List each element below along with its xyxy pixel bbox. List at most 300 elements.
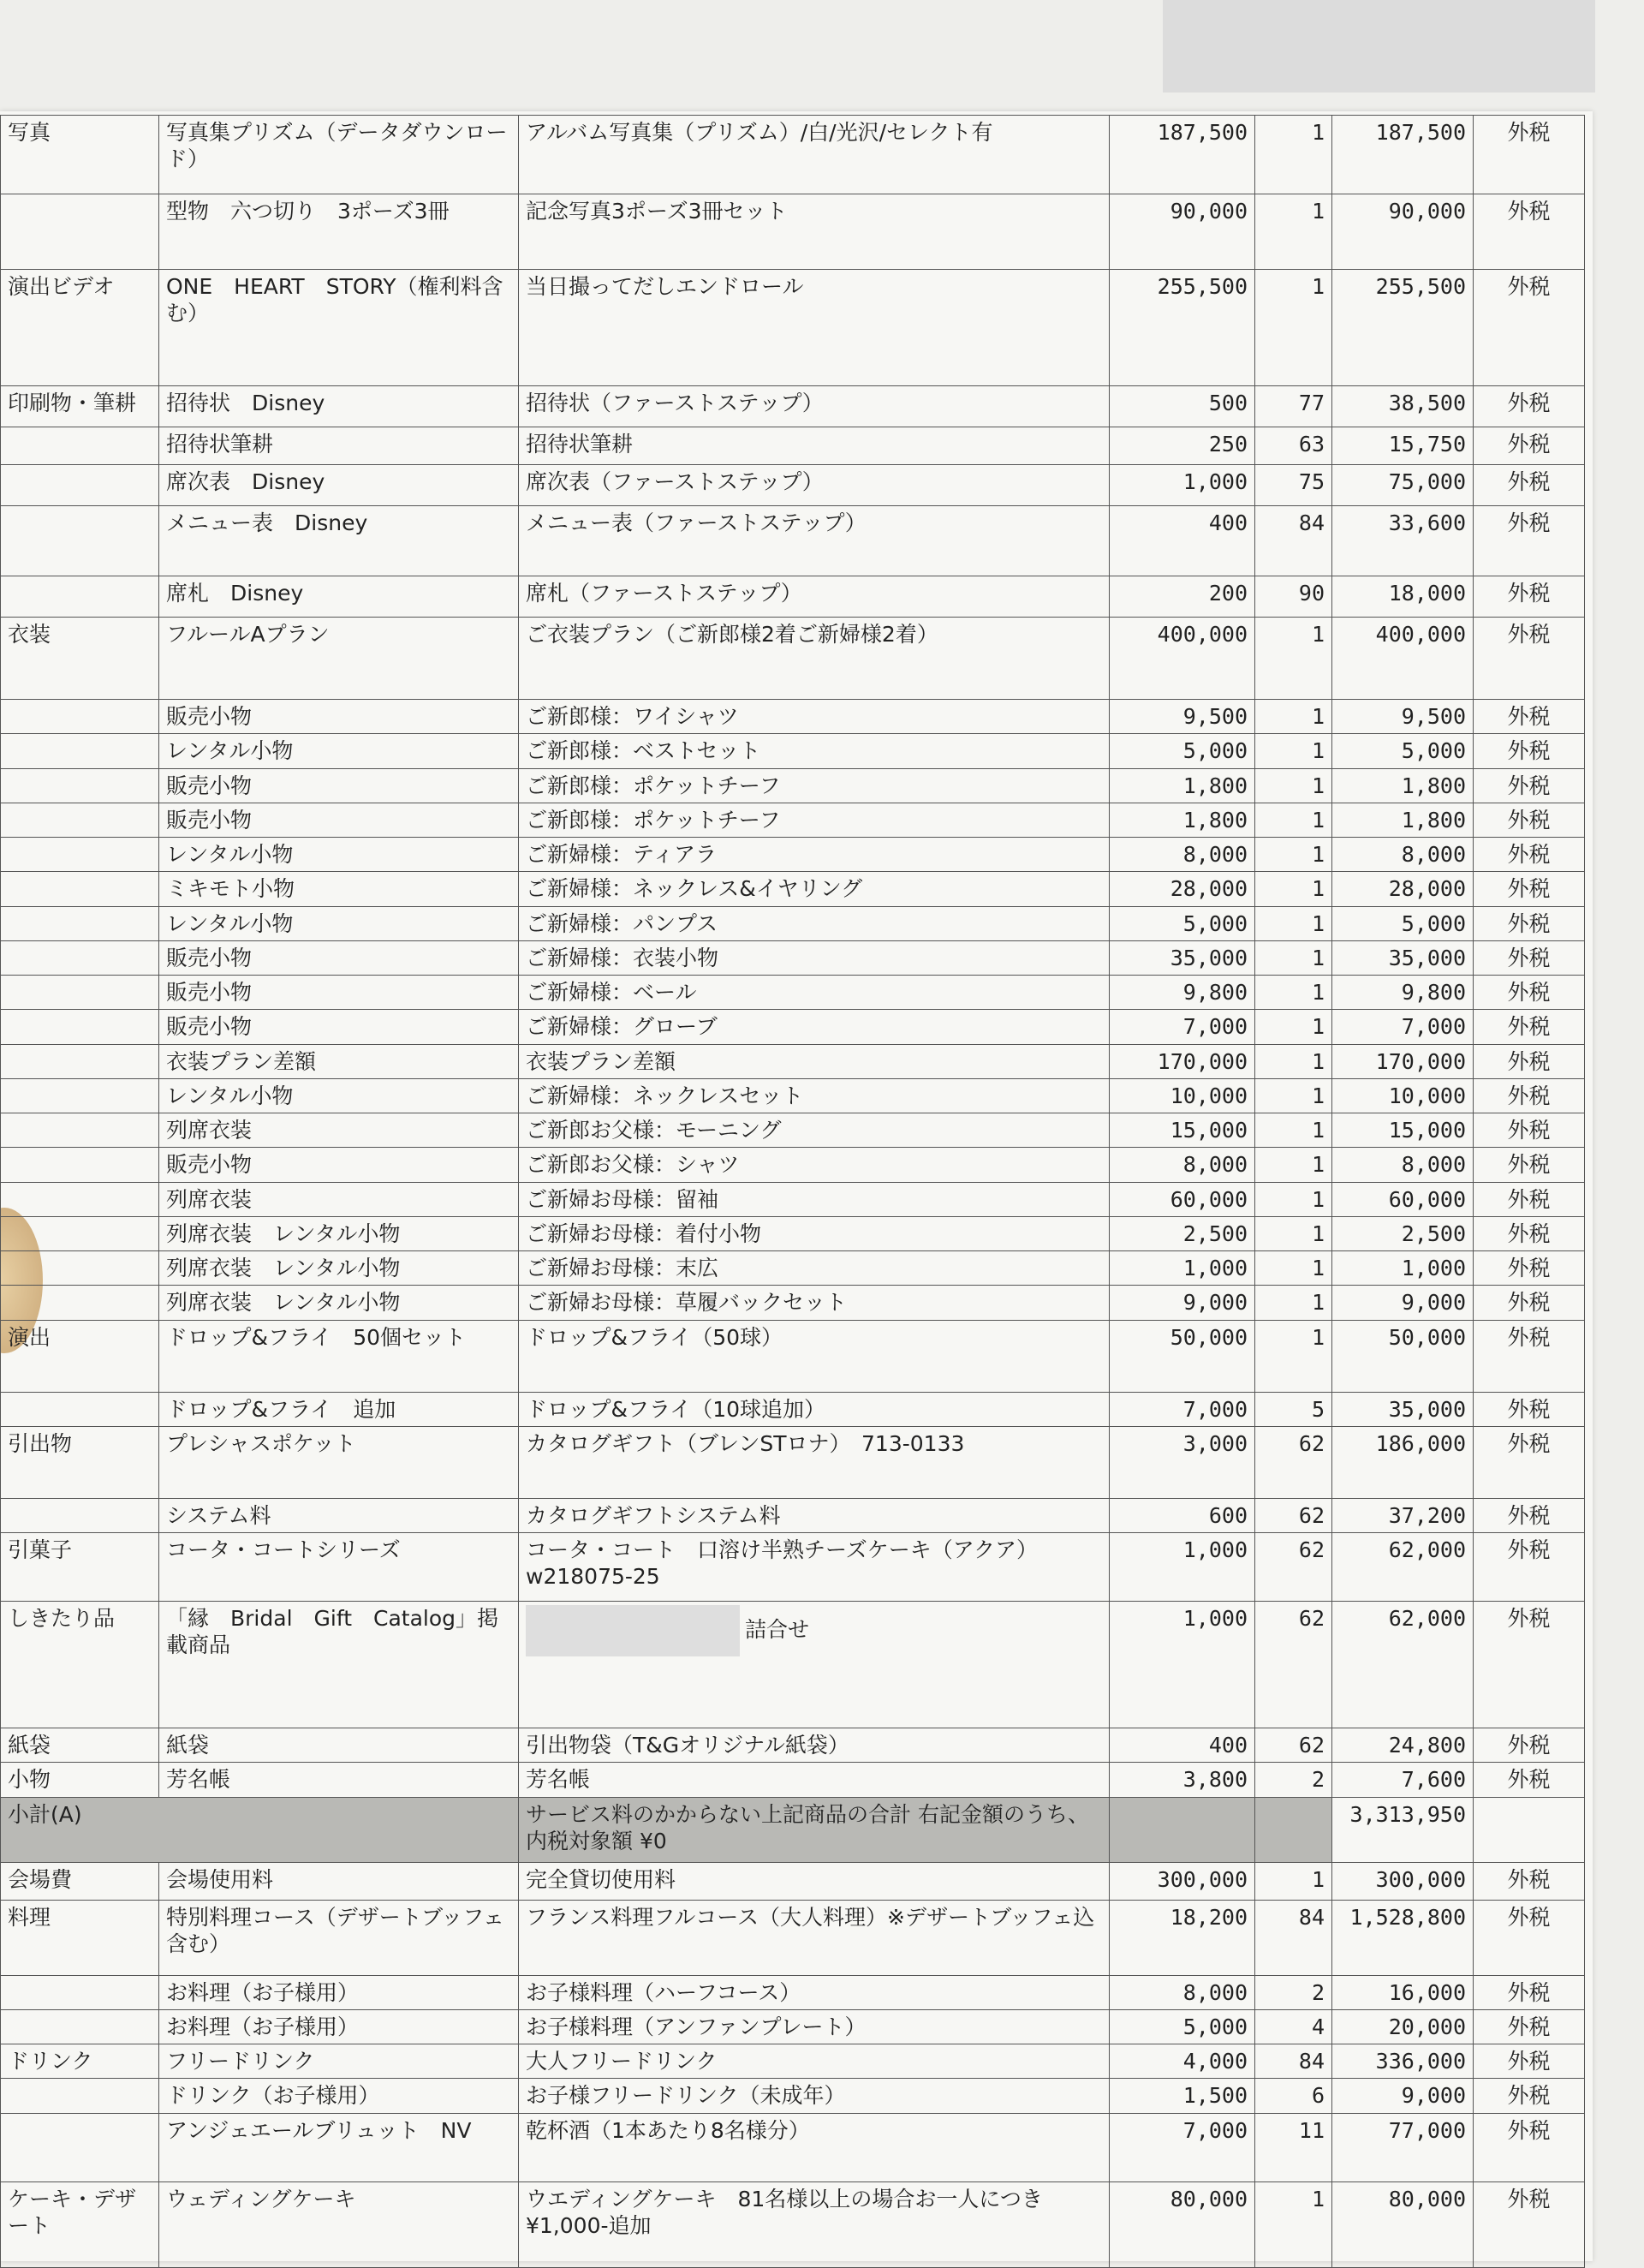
table-row	[1, 270, 1585, 386]
description-text: お子様料理（ハーフコース）	[526, 1979, 801, 2005]
amount-cell: 9,500	[1332, 700, 1474, 734]
description-cell	[519, 1533, 1110, 1602]
table-row	[1, 1533, 1585, 1602]
amount-cell: 33,600	[1332, 506, 1474, 576]
tax-cell: 外税	[1474, 2044, 1585, 2079]
quantity-cell: 77	[1255, 386, 1332, 427]
item-cell: ドロップ&フライ 追加	[159, 1392, 519, 1426]
item-cell: 販売小物	[159, 768, 519, 803]
tax-cell: 外税	[1474, 2009, 1585, 2044]
quantity-cell: 62	[1255, 1728, 1332, 1763]
table-row	[1, 2181, 1585, 2267]
amount-cell: 3,313,950	[1332, 1797, 1474, 1862]
category-cell: ドリンク	[1, 2044, 159, 2079]
table-row	[1, 576, 1585, 618]
tax-cell: 外税	[1474, 1975, 1585, 2009]
price-cell: 1,500	[1110, 2079, 1255, 2113]
amount-cell: 18,000	[1332, 576, 1474, 618]
quantity-cell: 6	[1255, 2079, 1332, 2113]
price-cell: 80,000	[1110, 2181, 1255, 2267]
amount-cell: 35,000	[1332, 1392, 1474, 1426]
description-text: 衣装プラン差額	[526, 1048, 676, 1074]
price-cell: 1,800	[1110, 768, 1255, 803]
description-cell	[519, 1148, 1110, 1182]
amount-cell: 7,600	[1332, 1763, 1474, 1797]
table-row	[1, 2009, 1585, 2044]
description-cell	[519, 940, 1110, 975]
tax-cell: 外税	[1474, 194, 1585, 270]
category-cell	[1, 906, 159, 940]
price-cell: 7,000	[1110, 2113, 1255, 2181]
tax-cell: 外税	[1474, 700, 1585, 734]
table-row	[1, 1975, 1585, 2009]
price-cell: 9,500	[1110, 700, 1255, 734]
price-cell: 8,000	[1110, 1148, 1255, 1182]
tax-cell: 外税	[1474, 506, 1585, 576]
table-row	[1, 1216, 1585, 1250]
amount-cell: 38,500	[1332, 386, 1474, 427]
amount-cell: 62,000	[1332, 1533, 1474, 1602]
amount-cell: 28,000	[1332, 872, 1474, 906]
description-cell	[519, 838, 1110, 872]
table-row	[1, 1182, 1585, 1216]
category-cell: 衣装	[1, 618, 159, 700]
amount-cell: 9,000	[1332, 2079, 1474, 2113]
table-row	[1, 1728, 1585, 1763]
tax-cell: 外税	[1474, 1320, 1585, 1392]
price-cell: 600	[1110, 1498, 1255, 1532]
table-row	[1, 1148, 1585, 1182]
description-text: 記念写真3ポーズ3冊セット	[526, 199, 788, 224]
quantity-cell: 1	[1255, 734, 1332, 768]
quantity-cell: 84	[1255, 2044, 1332, 2079]
price-cell: 50,000	[1110, 1320, 1255, 1392]
category-cell	[1, 1044, 159, 1078]
description-cell	[519, 1216, 1110, 1250]
category-cell	[1, 872, 159, 906]
price-cell: 400	[1110, 506, 1255, 576]
amount-cell: 35,000	[1332, 940, 1474, 975]
category-cell: 小計(A)	[1, 1797, 519, 1862]
description-cell	[519, 1862, 1110, 1900]
category-cell: 印刷物・筆耕	[1, 386, 159, 427]
category-cell	[1, 734, 159, 768]
table-row	[1, 1763, 1585, 1797]
item-cell: プレシャスポケット	[159, 1426, 519, 1498]
item-cell: メニュー表 Disney	[159, 506, 519, 576]
price-cell: 3,000	[1110, 1426, 1255, 1498]
item-cell: 列席衣装 レンタル小物	[159, 1216, 519, 1250]
item-cell: 招待状筆耕	[159, 427, 519, 465]
quantity-cell: 62	[1255, 1426, 1332, 1498]
tax-cell: 外税	[1474, 803, 1585, 837]
item-cell: 販売小物	[159, 940, 519, 975]
category-cell	[1, 1498, 159, 1532]
item-cell: 列席衣装 レンタル小物	[159, 1286, 519, 1320]
tax-cell: 外税	[1474, 1533, 1585, 1602]
amount-cell: 75,000	[1332, 465, 1474, 506]
description-cell	[519, 1044, 1110, 1078]
quantity-cell: 62	[1255, 1602, 1332, 1728]
item-cell: 招待状 Disney	[159, 386, 519, 427]
table-row	[1, 768, 1585, 803]
description-cell	[519, 2044, 1110, 2079]
estimate-table	[0, 115, 1585, 2268]
amount-cell: 90,000	[1332, 194, 1474, 270]
item-cell: 衣装プラン差額	[159, 1044, 519, 1078]
tax-cell: 外税	[1474, 1862, 1585, 1900]
description-text: ウエディングケーキ 81名様以上の場合お一人につき¥1,000-追加	[526, 2186, 1043, 2238]
description-text: ご衣装プラン（ご新郎様2着ご新婦様2着）	[526, 622, 938, 647]
description-text: カタログギフト（ブレンSTロナ） 713-0133	[526, 1430, 965, 1456]
description-cell	[519, 116, 1110, 194]
table-row	[1, 838, 1585, 872]
description-cell	[519, 1498, 1110, 1532]
redacted-box	[526, 1605, 740, 1656]
quantity-cell: 62	[1255, 1533, 1332, 1602]
price-cell: 2,500	[1110, 1216, 1255, 1250]
category-cell	[1, 194, 159, 270]
item-cell: 写真集プリズム（データダウンロード）	[159, 116, 519, 194]
item-cell: 販売小物	[159, 1010, 519, 1044]
description-cell	[519, 803, 1110, 837]
table-row	[1, 2113, 1585, 2181]
price-cell: 1,800	[1110, 803, 1255, 837]
description-cell	[519, 2113, 1110, 2181]
category-cell: 小物	[1, 1763, 159, 1797]
tax-cell	[1474, 1797, 1585, 1862]
category-cell	[1, 976, 159, 1010]
tax-cell: 外税	[1474, 116, 1585, 194]
description-text: カタログギフトシステム料	[526, 1502, 781, 1528]
tax-cell: 外税	[1474, 1113, 1585, 1148]
price-cell: 500	[1110, 386, 1255, 427]
item-cell: 紙袋	[159, 1728, 519, 1763]
quantity-cell: 1	[1255, 1251, 1332, 1286]
subtotal-row	[1, 1797, 1585, 1862]
quantity-cell: 1	[1255, 270, 1332, 386]
description-cell	[519, 506, 1110, 576]
quantity-cell: 1	[1255, 1286, 1332, 1320]
quantity-cell: 2	[1255, 1763, 1332, 1797]
price-cell: 35,000	[1110, 940, 1255, 975]
amount-cell: 8,000	[1332, 838, 1474, 872]
quantity-cell: 1	[1255, 1078, 1332, 1113]
description-cell	[519, 194, 1110, 270]
amount-cell: 1,800	[1332, 768, 1474, 803]
price-cell: 300,000	[1110, 1862, 1255, 1900]
table-row	[1, 1251, 1585, 1286]
category-cell	[1, 838, 159, 872]
tax-cell: 外税	[1474, 1044, 1585, 1078]
quantity-cell: 1	[1255, 116, 1332, 194]
description-text: ご新婦お母様：草履バックセット	[526, 1290, 848, 1316]
quantity-cell: 1	[1255, 1320, 1332, 1392]
amount-cell: 5,000	[1332, 734, 1474, 768]
tax-cell: 外税	[1474, 1182, 1585, 1216]
description-cell	[519, 386, 1110, 427]
item-cell: 販売小物	[159, 700, 519, 734]
description-cell	[519, 734, 1110, 768]
tax-cell: 外税	[1474, 1728, 1585, 1763]
price-cell: 200	[1110, 576, 1255, 618]
price-cell: 60,000	[1110, 1182, 1255, 1216]
description-text: 招待状（ファーストステップ）	[526, 391, 824, 415]
tax-cell: 外税	[1474, 838, 1585, 872]
amount-cell: 77,000	[1332, 2113, 1474, 2181]
quantity-cell: 11	[1255, 2113, 1332, 2181]
table-row	[1, 734, 1585, 768]
description-text: ご新婦お母様：着付小物	[526, 1221, 762, 1246]
amount-cell: 9,000	[1332, 1286, 1474, 1320]
description-cell	[519, 427, 1110, 465]
category-cell: しきたり品	[1, 1602, 159, 1728]
item-cell: システム料	[159, 1498, 519, 1532]
amount-cell: 336,000	[1332, 2044, 1474, 2079]
price-cell: 1,000	[1110, 465, 1255, 506]
quantity-cell: 1	[1255, 1044, 1332, 1078]
table-row	[1, 116, 1585, 194]
tax-cell: 外税	[1474, 1900, 1585, 1975]
item-cell: 席札 Disney	[159, 576, 519, 618]
tax-cell: 外税	[1474, 1148, 1585, 1182]
table-row	[1, 700, 1585, 734]
price-cell: 8,000	[1110, 1975, 1255, 2009]
category-cell	[1, 700, 159, 734]
item-cell: 列席衣装 レンタル小物	[159, 1251, 519, 1286]
table-row	[1, 386, 1585, 427]
tax-cell: 外税	[1474, 768, 1585, 803]
description-cell	[519, 270, 1110, 386]
description-text: ご新婦お母様：留袖	[526, 1186, 719, 1212]
item-cell: フリードリンク	[159, 2044, 519, 2079]
price-cell: 1,000	[1110, 1251, 1255, 1286]
item-cell: お料理（お子様用）	[159, 2009, 519, 2044]
price-cell: 5,000	[1110, 2009, 1255, 2044]
category-cell: 料理	[1, 1900, 159, 1975]
description-text: ご新婦様：ティアラ	[526, 842, 718, 867]
category-cell	[1, 1286, 159, 1320]
amount-cell: 60,000	[1332, 1182, 1474, 1216]
item-cell: ミキモト小物	[159, 872, 519, 906]
description-cell	[519, 1251, 1110, 1286]
table-row	[1, 1113, 1585, 1148]
price-cell: 4,000	[1110, 2044, 1255, 2079]
price-cell: 10,000	[1110, 1078, 1255, 1113]
item-cell: 販売小物	[159, 976, 519, 1010]
description-text: ドロップ&フライ（50球）	[526, 1324, 783, 1350]
tax-cell: 外税	[1474, 906, 1585, 940]
description-cell: サービス料のかからない上記商品の合計 右記金額のうち、内税対象額 ¥0	[519, 1797, 1110, 1862]
quantity-cell: 1	[1255, 700, 1332, 734]
description-cell	[519, 2079, 1110, 2113]
price-cell: 28,000	[1110, 872, 1255, 906]
quantity-cell	[1255, 1797, 1332, 1862]
quantity-cell: 1	[1255, 1862, 1332, 1900]
description-text: メニュー表（ファーストステップ）	[526, 510, 867, 535]
tax-cell: 外税	[1474, 940, 1585, 975]
category-cell: 写真	[1, 116, 159, 194]
quantity-cell: 1	[1255, 768, 1332, 803]
item-cell: 芳名帳	[159, 1763, 519, 1797]
tax-cell: 外税	[1474, 1010, 1585, 1044]
amount-cell: 15,750	[1332, 427, 1474, 465]
tax-cell: 外税	[1474, 734, 1585, 768]
description-cell	[519, 1602, 1110, 1728]
table-row	[1, 1320, 1585, 1392]
category-cell	[1, 1010, 159, 1044]
quantity-cell: 1	[1255, 906, 1332, 940]
category-cell: 紙袋	[1, 1728, 159, 1763]
table-row	[1, 1498, 1585, 1532]
tax-cell: 外税	[1474, 2113, 1585, 2181]
tax-cell: 外税	[1474, 270, 1585, 386]
price-cell: 15,000	[1110, 1113, 1255, 1148]
description-cell	[519, 768, 1110, 803]
tax-cell: 外税	[1474, 2079, 1585, 2113]
category-cell	[1, 1148, 159, 1182]
price-cell: 187,500	[1110, 116, 1255, 194]
price-cell: 8,000	[1110, 838, 1255, 872]
description-text: 席札（ファーストステップ）	[526, 581, 802, 606]
quantity-cell: 1	[1255, 940, 1332, 975]
description-text: 完全貸切使用料	[526, 1866, 676, 1892]
price-cell: 7,000	[1110, 1010, 1255, 1044]
category-cell	[1, 2113, 159, 2181]
amount-cell: 37,200	[1332, 1498, 1474, 1532]
item-cell: 販売小物	[159, 1148, 519, 1182]
quantity-cell: 1	[1255, 618, 1332, 700]
category-cell	[1, 465, 159, 506]
amount-cell: 1,800	[1332, 803, 1474, 837]
quantity-cell: 75	[1255, 465, 1332, 506]
table-row	[1, 976, 1585, 1010]
description-text: ご新郎様：ポケットチーフ	[526, 773, 781, 798]
description-cell	[519, 465, 1110, 506]
table-row	[1, 1862, 1585, 1900]
item-cell: ONE HEART STORY（権利料含む）	[159, 270, 519, 386]
quantity-cell: 1	[1255, 1010, 1332, 1044]
quantity-cell: 1	[1255, 872, 1332, 906]
price-cell: 90,000	[1110, 194, 1255, 270]
amount-cell: 400,000	[1332, 618, 1474, 700]
quantity-cell: 84	[1255, 506, 1332, 576]
price-cell: 400	[1110, 1728, 1255, 1763]
description-cell	[519, 976, 1110, 1010]
amount-cell: 255,500	[1332, 270, 1474, 386]
description-cell	[519, 1113, 1110, 1148]
amount-cell: 24,800	[1332, 1728, 1474, 1763]
description-text: ご新婦様：衣装小物	[526, 945, 719, 970]
quantity-cell: 1	[1255, 838, 1332, 872]
tax-cell: 外税	[1474, 1426, 1585, 1498]
price-cell: 7,000	[1110, 1392, 1255, 1426]
description-text: ご新郎様：ポケットチーフ	[526, 807, 781, 833]
description-text: ご新婦様：ネックレスセット	[526, 1083, 804, 1108]
table-row	[1, 872, 1585, 906]
amount-cell: 186,000	[1332, 1426, 1474, 1498]
tax-cell: 外税	[1474, 2181, 1585, 2267]
description-cell	[519, 1392, 1110, 1426]
tax-cell: 外税	[1474, 1216, 1585, 1250]
amount-cell: 1,000	[1332, 1251, 1474, 1286]
price-cell: 1,000	[1110, 1602, 1255, 1728]
quantity-cell: 84	[1255, 1900, 1332, 1975]
quantity-cell: 90	[1255, 576, 1332, 618]
tax-cell: 外税	[1474, 1286, 1585, 1320]
description-text: ご新婦様：ネックレス&イヤリング	[526, 876, 863, 902]
redacted-header-area	[1163, 0, 1595, 93]
category-cell	[1, 803, 159, 837]
description-text: ご新婦様：ベール	[526, 980, 697, 1005]
description-text: 大人フリードリンク	[526, 2049, 718, 2074]
tax-cell: 外税	[1474, 1251, 1585, 1286]
description-cell	[519, 1728, 1110, 1763]
price-cell: 5,000	[1110, 906, 1255, 940]
quantity-cell: 4	[1255, 2009, 1332, 2044]
item-cell: 型物 六つ切り 3ポーズ3冊	[159, 194, 519, 270]
description-text: ご新郎様：ベストセット	[526, 738, 761, 764]
item-cell: フルールAプラン	[159, 618, 519, 700]
amount-cell: 10,000	[1332, 1078, 1474, 1113]
category-cell: 演出	[1, 1320, 159, 1392]
item-cell: レンタル小物	[159, 1078, 519, 1113]
item-cell: ウェディングケーキ	[159, 2181, 519, 2267]
category-cell: ケーキ・デザート	[1, 2181, 159, 2267]
category-cell	[1, 940, 159, 975]
table-row	[1, 427, 1585, 465]
price-cell: 1,000	[1110, 1533, 1255, 1602]
item-cell: アンジェエールブリュット NV	[159, 2113, 519, 2181]
table-row	[1, 2044, 1585, 2079]
description-cell	[519, 1900, 1110, 1975]
item-cell: 会場使用料	[159, 1862, 519, 1900]
category-cell	[1, 2009, 159, 2044]
table-row	[1, 618, 1585, 700]
price-cell: 250	[1110, 427, 1255, 465]
category-cell	[1, 1182, 159, 1216]
description-cell	[519, 618, 1110, 700]
category-cell: 演出ビデオ	[1, 270, 159, 386]
item-cell: お料理（お子様用）	[159, 1975, 519, 2009]
table-row	[1, 1900, 1585, 1975]
quantity-cell: 63	[1255, 427, 1332, 465]
price-cell	[1110, 1797, 1255, 1862]
category-cell	[1, 1078, 159, 1113]
category-cell	[1, 427, 159, 465]
description-text: 詰合せ	[745, 1617, 810, 1642]
category-cell	[1, 1216, 159, 1250]
description-text: 席次表（ファーストステップ）	[526, 469, 824, 494]
tax-cell: 外税	[1474, 1078, 1585, 1113]
tax-cell: 外税	[1474, 872, 1585, 906]
quantity-cell: 2	[1255, 1975, 1332, 2009]
category-cell	[1, 576, 159, 618]
tax-cell: 外税	[1474, 576, 1585, 618]
tax-cell: 外税	[1474, 618, 1585, 700]
category-cell: 引出物	[1, 1426, 159, 1498]
amount-cell: 80,000	[1332, 2181, 1474, 2267]
quantity-cell: 1	[1255, 1216, 1332, 1250]
description-text: 招待状筆耕	[526, 432, 634, 457]
description-text: お子様フリードリンク（未成年）	[526, 2083, 846, 2109]
amount-cell: 170,000	[1332, 1044, 1474, 1078]
price-cell: 5,000	[1110, 734, 1255, 768]
amount-cell: 50,000	[1332, 1320, 1474, 1392]
amount-cell: 16,000	[1332, 1975, 1474, 2009]
description-text: 芳名帳	[526, 1767, 591, 1793]
quantity-cell: 1	[1255, 2181, 1332, 2267]
